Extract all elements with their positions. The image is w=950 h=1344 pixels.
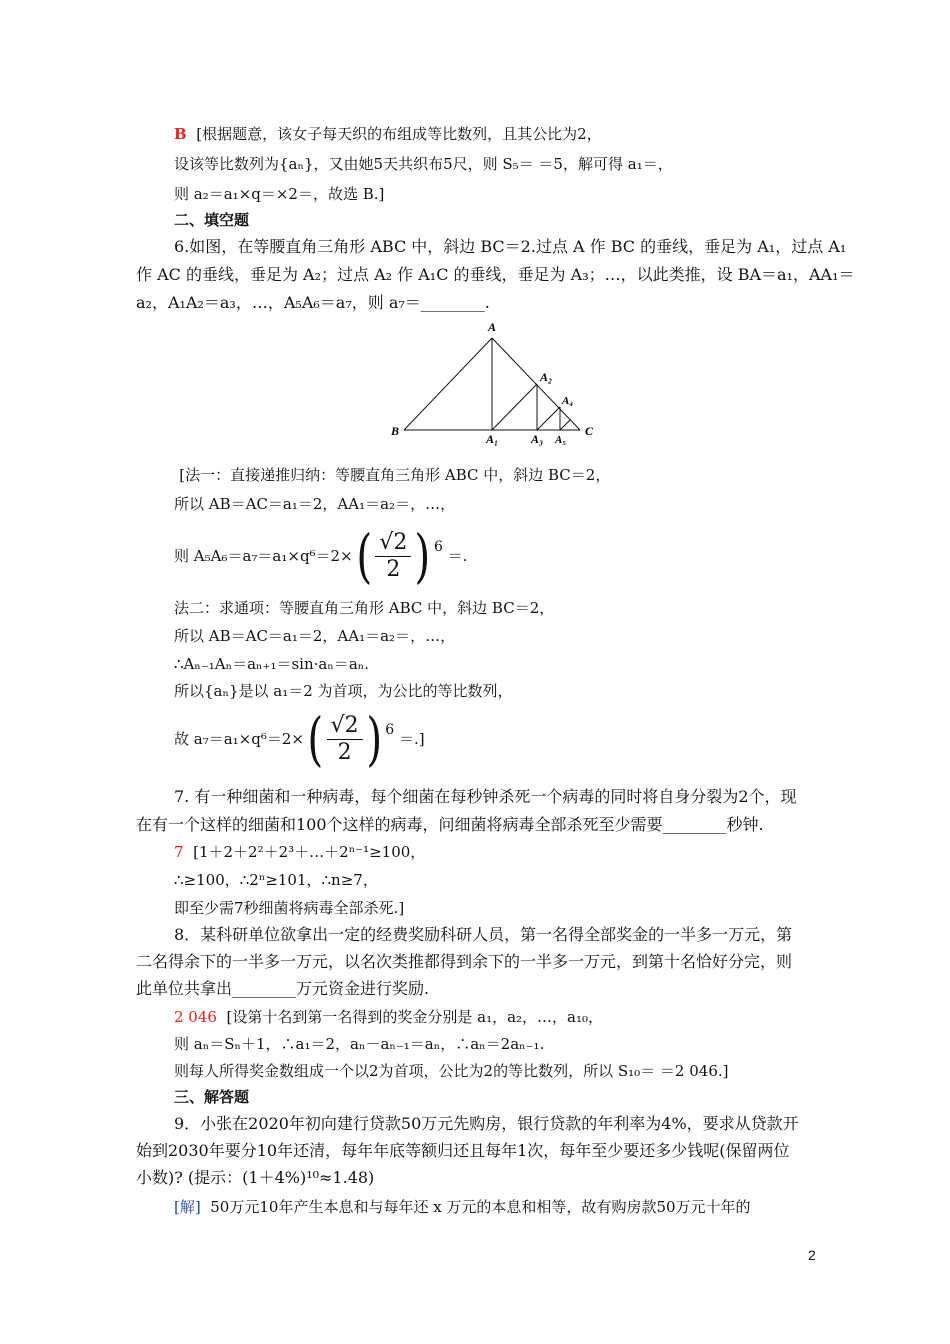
label-A5: A₅ xyxy=(555,434,567,446)
q6-method1-line-3 xyxy=(174,520,467,590)
fraction-numerator: √2 xyxy=(327,713,363,740)
q6-text-line-2: 作 AC 的垂线，垂足为 A₂；过点 A₂ 作 A₁C 的垂线，垂足为 A₃；…，以此类推，设 BA＝a₁，AA₁＝ xyxy=(136,265,855,284)
q7-answer-text-1: [1＋2＋2²＋2³＋…＋2ⁿ⁻¹≥100， xyxy=(193,843,426,861)
q8-text-line-1: 8．某科研单位欲拿出一定的经费奖励科研人员，第一名得全部奖金的一半多一万元，第 xyxy=(174,925,793,944)
q9-text-line-1: 9．小张在2020年初向建行贷款50万元先购房，银行贷款的年利率为4%，要求从贷款开 xyxy=(174,1114,799,1133)
label-A3: A₃ xyxy=(531,432,544,446)
q8-text-line-3: 此单位共拿出________万元资金进行奖励. xyxy=(136,979,430,998)
label-A4: A₄ xyxy=(562,395,574,407)
q8-text-line-2: 二名得余下的一半多一万元，以名次类推都得到余下的一半多一万元，到第十名恰好分完，则 xyxy=(136,952,793,971)
q8-answer-number: 2 046 xyxy=(174,1008,217,1026)
q8-answer-line-1 xyxy=(174,1007,603,1027)
q8-answer-line-3: 则每人所得奖金数组成一个以2为首项，公比为2的等比数列，所以 S₁₀＝ ＝2 046.] xyxy=(174,1062,729,1080)
q9-answer-tag: [解] xyxy=(174,1198,201,1216)
exponent: 6 xyxy=(433,539,443,555)
q5-answer-line-1 xyxy=(174,124,602,144)
q5-answer-text-1: [根据题意，该女子每天织的布组成等比数列，且其公比为2， xyxy=(196,125,602,143)
q6-method1-line-2: 所以 AB＝AC＝a₁＝2，AA₁＝a₂＝，…， xyxy=(174,495,456,513)
q5-answer-letter: B xyxy=(174,125,187,143)
q6-text-line-3: a₂，A₁A₂＝a₃，…，A₅A₆＝a₇，则 a₇＝________. xyxy=(136,293,490,312)
q8-answer-line-2: 则 aₙ＝Sₙ＋1，∴a₁＝2，aₙ－aₙ₋₁＝aₙ，∴aₙ＝2aₙ₋₁. xyxy=(174,1035,545,1053)
q7-answer-line-3: 即至少需7秒细菌将病毒全部杀死.] xyxy=(174,899,405,917)
q7-text-line-1: 7. 有一种细菌和一种病毒，每个细菌在每秒钟杀死一个病毒的同时将自身分裂为2个，现 xyxy=(174,787,797,806)
triangle-figure xyxy=(380,316,610,446)
q6-method2-line-1: 法二：求通项：等腰直角三角形 ABC 中，斜边 BC＝2， xyxy=(174,599,555,617)
exponent: 6 xyxy=(385,722,395,738)
q9-answer-text-1: 50万元10年产生本息和与每年还 x 万元的本息和相等，故有购房款50万元十年的 xyxy=(210,1198,751,1216)
q6-method1-line-1 xyxy=(174,465,610,485)
right-paren: ) xyxy=(414,522,431,590)
label-C: C xyxy=(585,424,594,438)
q6-method2-formula-right: ＝.] xyxy=(398,730,425,748)
section-heading-solve: 三、解答题 xyxy=(174,1088,250,1106)
q6-method2-line-3: ∴Aₙ₋₁Aₙ＝aₙ₊₁＝sin·aₙ＝aₙ. xyxy=(174,655,370,673)
label-A1: A₁ xyxy=(486,432,499,446)
label-B: B xyxy=(391,424,400,438)
label-A: A xyxy=(488,320,497,334)
q6-method2-line-2: 所以 AB＝AC＝a₁＝2，AA₁＝a₂＝，…， xyxy=(174,627,456,645)
q6-method2-line-4: 所以{aₙ}是以 a₁＝2 为首项，为公比的等比数列， xyxy=(174,682,513,700)
right-paren: ) xyxy=(366,705,382,773)
q5-answer-line-3: 则 a₂＝a₁×q＝×2＝，故选 B.] xyxy=(174,185,385,203)
fraction-sqrt2-over-2 xyxy=(375,530,411,583)
fraction-denominator: 2 xyxy=(386,556,401,582)
q9-answer-line-1 xyxy=(174,1197,751,1217)
left-paren: ( xyxy=(356,522,372,590)
q6-method1-formula-right: ＝. xyxy=(447,547,468,565)
q5-answer-line-2: 设该等比数列为{aₙ}，又由她5天共织布5尺，则 S₅＝ ＝5，解可得 a₁＝， xyxy=(174,155,673,173)
q9-text-line-2: 始到2030年要分10年还清，每年年底等额归还且每年1次，每年至少要还多少钱呢(保留两位 xyxy=(136,1141,790,1160)
q7-answer-number: 7 xyxy=(174,843,184,861)
page-number: 2 xyxy=(808,1247,816,1263)
q6-method2-line-5 xyxy=(174,703,425,773)
section-heading-fill-in: 二、填空题 xyxy=(174,211,250,229)
fraction-denominator: 2 xyxy=(337,739,352,765)
q9-text-line-3: 小数)? (提示：(1＋4%)¹⁰≈1.48) xyxy=(136,1168,375,1187)
q6-method1-formula-left: 则 A₅A₆＝a₇＝a₁×q⁶＝2× xyxy=(174,547,353,565)
label-A2: A₂ xyxy=(540,370,553,384)
q7-text-line-2: 在有一个这样的细菌和100个这样的病毒，问细菌将病毒全部杀死至少需要________秒钟. xyxy=(136,815,764,834)
q6-text-line-1: 6.如图，在等腰直角三角形 ABC 中，斜边 BC＝2.过点 A 作 BC 的垂线，垂足为 A₁，过点 A₁ xyxy=(174,237,847,256)
q8-answer-text-1: [设第十名到第一名得到的奖金分别是 a₁，a₂，…，a₁₀， xyxy=(226,1008,604,1026)
left-paren: ( xyxy=(307,705,324,773)
q7-answer-line-1 xyxy=(174,842,425,862)
fraction-numerator: √2 xyxy=(375,530,411,557)
q6-method2-formula-left: 故 a₇＝a₁×q⁶＝2× xyxy=(174,730,304,748)
q7-answer-line-2: ∴≥100，∴2ⁿ≥101，∴n≥7， xyxy=(174,871,378,889)
q6-method1-text-1: [法一：直接递推归纳：等腰直角三角形 ABC 中，斜边 BC＝2， xyxy=(179,466,611,484)
fraction-sqrt2-over-2 xyxy=(327,713,363,766)
